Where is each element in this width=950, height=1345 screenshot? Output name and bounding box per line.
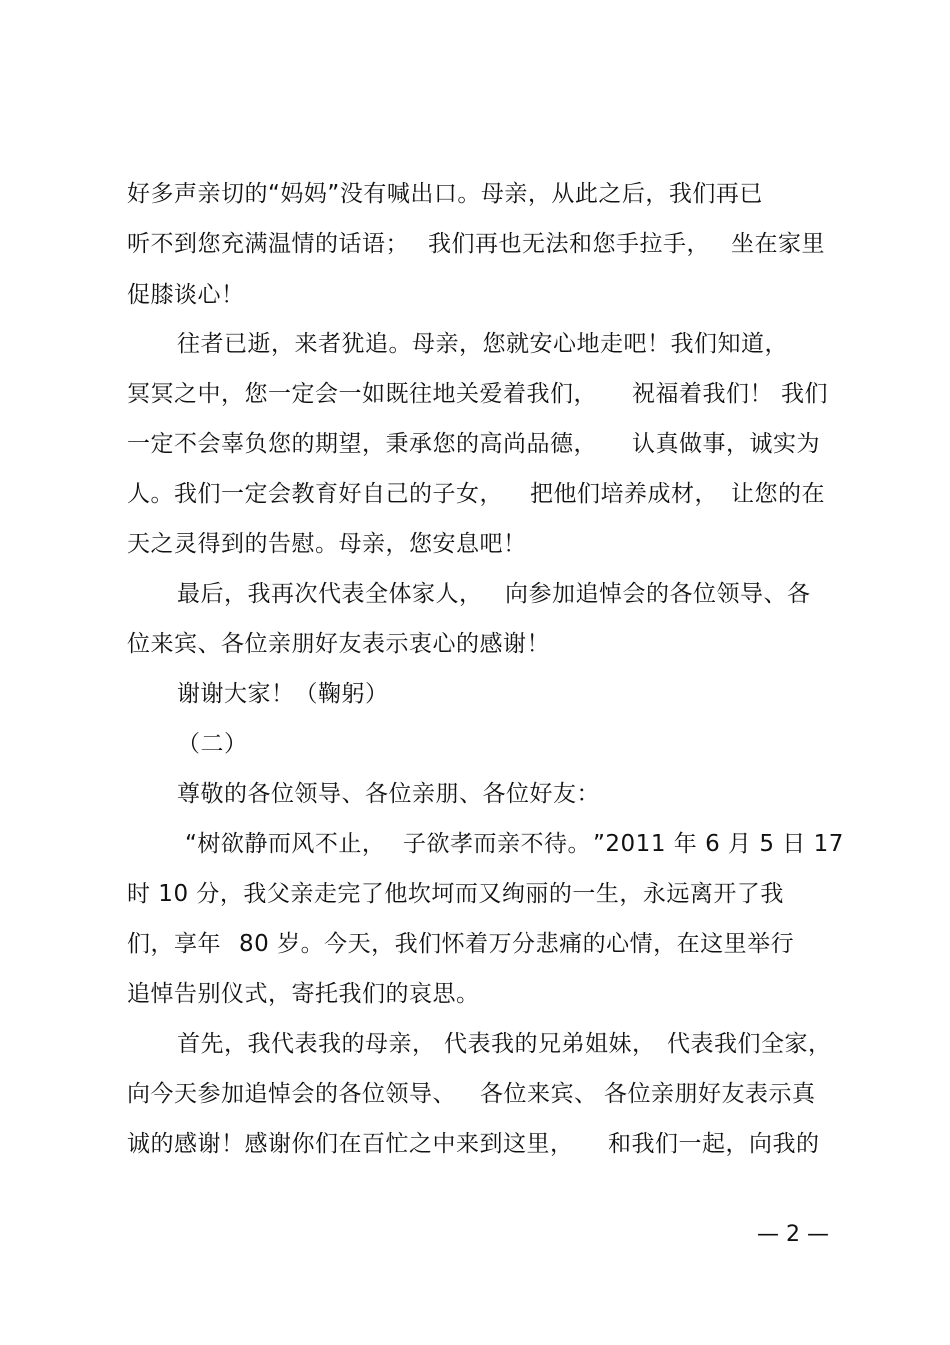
text-segment: 谢谢大家！（鞠躬） <box>177 681 389 707</box>
text-segment: 位来宾、各位亲朋好友表示衷心的感谢！ <box>127 631 550 657</box>
page-number: — 2 — <box>757 1222 829 1247</box>
text-segment: 向参加追悼会的各位领导、各 <box>505 581 811 607</box>
section-heading: （二） <box>177 731 248 757</box>
text-segment: 把他们培养成材， <box>530 481 718 507</box>
text-segment: ”2011 年 6 月 5 日 17 <box>593 831 844 857</box>
text-segment: 人。我们一定会教育好自己的子女， <box>127 481 503 507</box>
text-line <box>0 777 950 811</box>
text-segment: 向今天参加追悼会的各位领导、 <box>127 1081 456 1107</box>
text-line <box>0 427 950 461</box>
text-line <box>0 577 950 611</box>
text-segment: 天之灵得到的告慰。母亲，您安息吧！ <box>127 531 527 557</box>
text-segment: 祝福着我们！ <box>632 381 773 407</box>
text-segment: 追悼告别仪式，寄托我们的哀思。 <box>127 981 480 1007</box>
text-segment: 时 10 分，我父亲走完了他坎坷而又绚丽的一生，永远离开了我 <box>127 881 784 907</box>
text-line <box>0 1077 950 1111</box>
text-segment: 子欲孝而亲不待。 <box>403 831 591 857</box>
text-segment: 往者已逝，来者犹追。母亲，您就安心地走吧！我们知道， <box>177 331 788 357</box>
text-line <box>0 477 950 511</box>
text-segment: 我们 <box>781 381 828 407</box>
text-line <box>0 177 950 211</box>
text-line <box>0 377 950 411</box>
text-line <box>0 627 950 661</box>
text-segment: “树欲静而风不止， <box>185 831 386 857</box>
text-line <box>0 527 950 561</box>
text-segment: 最后，我再次代表全体家人， <box>177 581 483 607</box>
text-line <box>0 827 950 861</box>
text-segment: 和我们一起，向我的 <box>608 1131 820 1157</box>
text-segment: 代表我的兄弟姐妹， <box>444 1031 656 1057</box>
text-segment: 听不到您充满温情的话语； <box>127 231 409 257</box>
text-segment: 80 岁。今天，我们怀着万分悲痛的心情，在这里举行 <box>239 931 795 957</box>
text-segment: 代表我们全家， <box>667 1031 832 1057</box>
text-line <box>0 278 950 312</box>
text-segment: 促膝谈心！ <box>127 282 245 308</box>
text-segment: 我们再也无法和您手拉手， <box>428 231 710 257</box>
text-segment: 各位来宾、 <box>480 1081 598 1107</box>
text-segment: 让您的在 <box>731 481 825 507</box>
text-line <box>0 227 950 261</box>
text-line <box>0 677 950 711</box>
text-segment: 首先，我代表我的母亲， <box>177 1031 436 1057</box>
text-segment: 诚的感谢！感谢你们在百忙之中来到这里， <box>127 1131 574 1157</box>
text-line <box>0 927 950 961</box>
text-segment: 各位亲朋好友表示真 <box>604 1081 816 1107</box>
text-segment: 认真做事，诚实为 <box>632 431 820 457</box>
text-segment: 一定不会辜负您的期望，秉承您的高尚品德， <box>127 431 597 457</box>
text-segment: 们，享年 <box>127 931 221 957</box>
text-segment: 坐在家里 <box>731 231 825 257</box>
text-segment: 好多声亲切的“妈妈”没有喊出口。母亲，从此之后，我们再已 <box>127 181 763 207</box>
text-line <box>0 1027 950 1061</box>
text-segment: 冥冥之中，您一定会一如既往地关爱着我们， <box>127 381 597 407</box>
text-line <box>0 1127 950 1161</box>
salutation: 尊敬的各位领导、各位亲朋、各位好友： <box>177 781 600 807</box>
text-line <box>0 727 950 761</box>
text-line <box>0 327 950 361</box>
text-line <box>0 877 950 911</box>
text-line <box>0 977 950 1011</box>
